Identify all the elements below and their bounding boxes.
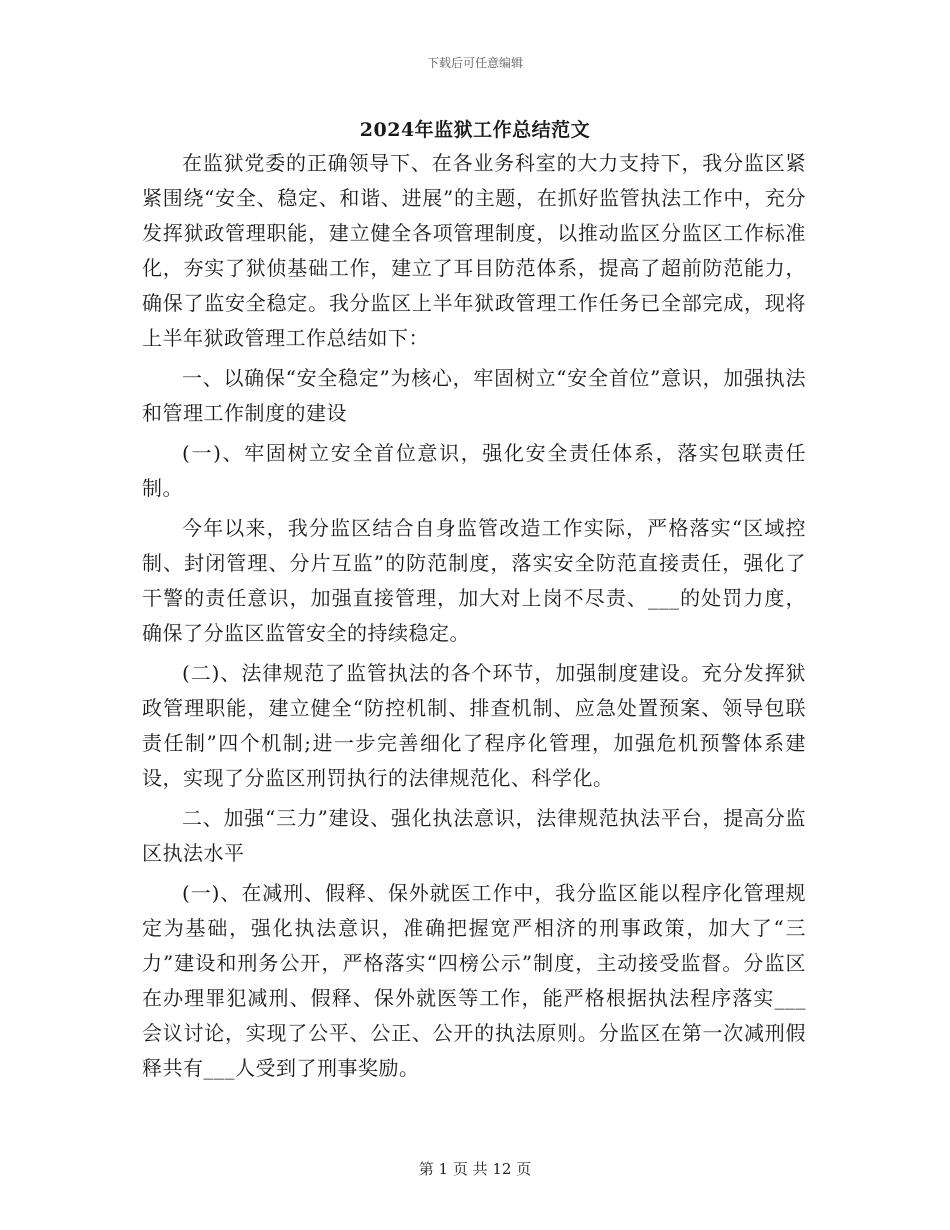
paragraph-subsection-1-1-detail: 今年以来，我分监区结合自身监管改造工作实际，严格落实“区域控制、封闭管理、分片互监”的防范制度，落实安全防范直接责任，强化了干警的责任意识，加强直接管理，加大对上岗不尽责、___的处罚力度，确保了分监区监管安全的持续稳定。 [142,516,806,645]
paragraph-section-2-heading: 二、加强“三力”建设、强化执法意识，法律规范执法平台，提高分监区执法水平 [142,806,806,865]
paragraph-subsection-1-1: (一)、牢固树立安全首位意识，强化安全责任体系，落实包联责任制。 [142,441,806,500]
page-number-footer: 第 1 页 共 12 页 [418,1160,532,1178]
document-body [142,146,806,1091]
paragraph-intro: 在监狱党委的正确领导下、在各业务科室的大力支持下，我分监区紧紧围绕“安全、稳定、和谐、进展”的主题，在抓好监管执法工作中，充分发挥狱政管理职能，建立健全各项管理制度，以推动监区分监区工作标准化，夯实了狱侦基础工作，建立了耳目防范体系，提高了超前防范能力，确保了监安全稳定。我分监区上半年狱政管理工作任务已全部完成，现将上半年狱政管理工作总结如下： [142,151,806,350]
paragraph-subsection-1-2: (二)、法律规范了监管执法的各个环节，加强制度建设。充分发挥狱政管理职能，建立健全“防控机制、排查机制、应急处置预案、领导包联责任制”四个机制;进一步完善细化了程序化管理，加强危机预警体系建设，实现了分监区刑罚执行的法律规范化、科学化。 [142,661,806,790]
document-title: 2024年监狱工作总结范文 [359,119,591,141]
paragraph-section-1-heading: 一、以确保“安全稳定”为核心，牢固树立“安全首位”意识，加强执法和管理工作制度的建设 [142,366,806,425]
page-header-note: 下载后可任意编辑 [426,56,523,70]
paragraph-subsection-2-1: (一)、在减刑、假释、保外就医工作中，我分监区能以程序化管理规定为基础，强化执法意识，准确把握宽严相济的刑事政策，加大了“三力”建设和刑务公开，严格落实“四榜公示”制度，主动接受监督。分监区在办理罪犯减刑、假释、保外就医等工作，能严格根据执法程序落实___会议讨论，实现了公平、公正、公开的执法原则。分监区在第一次减刑假释共有___人受到了刑事奖励。 [142,881,806,1080]
